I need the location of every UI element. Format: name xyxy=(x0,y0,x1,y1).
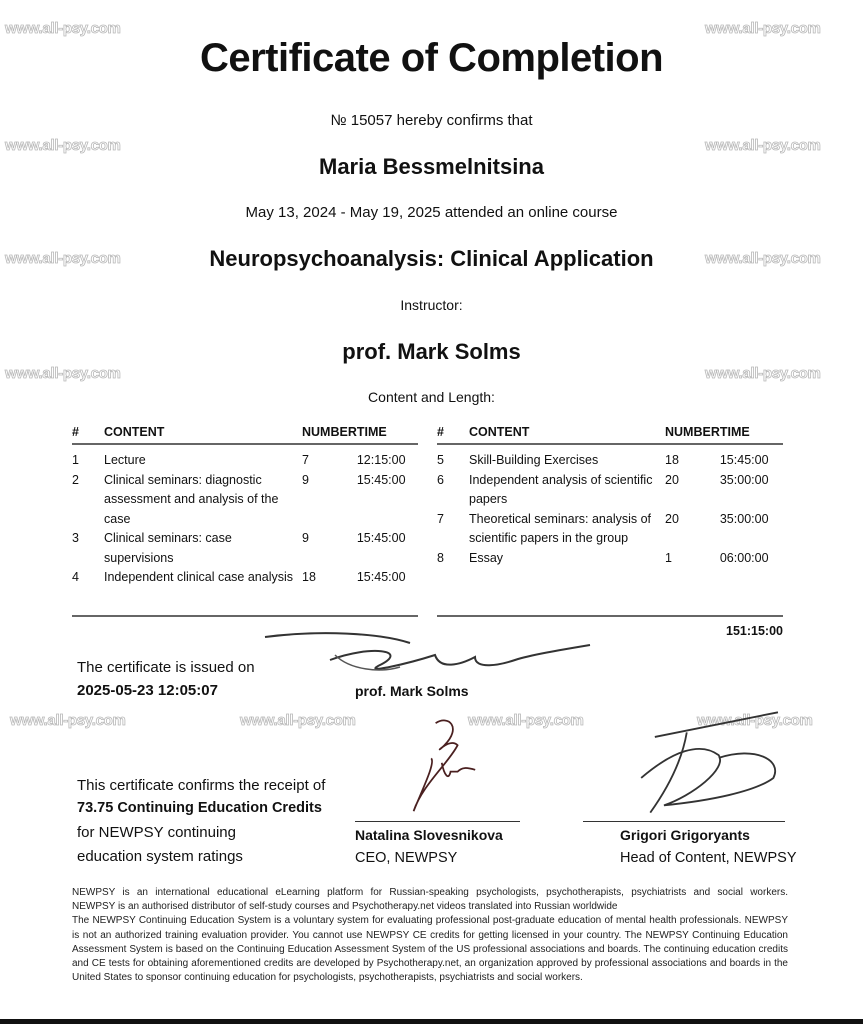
header-time: TIME xyxy=(720,424,783,444)
watermark: www.all-psy.com xyxy=(5,250,121,267)
cell-num: 8 xyxy=(437,550,444,565)
table-row xyxy=(437,444,783,471)
issued-label: The certificate is issued on xyxy=(77,659,255,676)
table-row xyxy=(72,444,418,471)
header-num: # xyxy=(437,424,469,444)
course-dates: May 13, 2024 - May 19, 2025 attended an online course xyxy=(245,204,618,221)
cell-time: 06:00:00 xyxy=(719,550,769,565)
watermark: www.all-psy.com xyxy=(5,365,121,382)
issued-date: 2025-05-23 12:05:07 xyxy=(77,682,218,699)
watermark: www.all-psy.com xyxy=(705,137,821,154)
ceo-name: Natalina Slovesnikova xyxy=(355,827,503,843)
cell-number: 9 xyxy=(302,531,309,545)
cell-content: Lecture xyxy=(104,453,146,467)
cell-number: 7 xyxy=(302,453,309,467)
watermark: www.all-psy.com xyxy=(705,250,821,267)
head-of-content-signature xyxy=(610,705,800,819)
watermark: www.all-psy.com xyxy=(5,20,121,37)
bottom-bar xyxy=(0,1019,863,1024)
instructor-name: prof. Mark Solms xyxy=(342,339,521,364)
header-number: NUMBER xyxy=(302,424,357,444)
ceo-signature xyxy=(390,710,490,820)
cell-time: 15:45:00 xyxy=(356,531,406,545)
cell-time: 35:00:00 xyxy=(719,511,769,526)
ce-line-4: education system ratings xyxy=(77,848,243,865)
watermark: www.all-psy.com xyxy=(705,365,821,382)
cell-number: 18 xyxy=(302,570,316,584)
instructor-signature-name: prof. Mark Solms xyxy=(355,683,469,699)
ceo-signature-line xyxy=(355,821,520,822)
cell-content: Essay xyxy=(469,550,504,565)
cell-time: 15:45:00 xyxy=(356,570,406,584)
table-row xyxy=(72,471,418,530)
table-bottom-rule-left xyxy=(72,615,418,617)
cell-number: 20 xyxy=(665,511,679,526)
cell-num: 4 xyxy=(72,570,79,584)
cell-number: 1 xyxy=(665,550,672,565)
cell-content: Clinical seminars: diagnostic assessment and analysis of the case xyxy=(104,472,279,526)
ce-credits: 73.75 Continuing Education Credits xyxy=(77,800,322,816)
cell-time: 35:00:00 xyxy=(719,472,769,487)
footer-paragraph-3: The NEWPSY Continuing Education System is a voluntary system for evaluating professional post-graduate education of mental health professionals. NEWPSY is not an authorized training evaluation provider. You cannot use NEWPSY CE credits for getting licensed in your country. The NEWPSY Continuing Education Assessment System is based on the Continuing Education Assessment System of the US professional associations and boards. The continuing education credits and CE tests for obtaining aforementioned credits are developed by Psychotherapy.net, an organization approved by professional associations and boards in the United States to sponsor continuing education for psychologists, psychotherapists, psychiatrists and social workers. xyxy=(72,915,788,984)
watermark: www.all-psy.com xyxy=(468,712,584,729)
ce-line-1: This certificate confirms the receipt of xyxy=(77,777,326,794)
watermark: www.all-psy.com xyxy=(240,712,356,729)
cell-content: Clinical seminars: case supervisions xyxy=(104,531,232,565)
cell-content: Theoretical seminars: analysis of scientific papers in the group xyxy=(469,511,652,545)
footer-paragraph-2: NEWPSY is an authorised distributor of self-study courses and Psychotherapy.net videos translated into Russian worldwide xyxy=(72,901,618,913)
table-row xyxy=(72,568,418,588)
table-row xyxy=(437,549,783,569)
header-num: # xyxy=(72,424,104,444)
ce-line-3: for NEWPSY continuing xyxy=(77,824,236,841)
watermark: www.all-psy.com xyxy=(5,137,121,154)
content-table-right xyxy=(437,424,783,568)
table-row xyxy=(437,471,783,510)
cell-num: 3 xyxy=(72,531,79,545)
cell-num: 1 xyxy=(72,453,79,467)
cell-num: 7 xyxy=(437,511,444,526)
header-content: CONTENT xyxy=(104,424,302,444)
cell-time: 15:45:00 xyxy=(356,472,406,487)
table-bottom-rule-right xyxy=(437,615,783,617)
watermark: www.all-psy.com xyxy=(697,712,813,729)
cell-number: 20 xyxy=(665,472,679,487)
header-number: NUMBER xyxy=(665,424,720,444)
instructor-label: Instructor: xyxy=(400,297,463,313)
head-of-content-name: Grigori Grigoryants xyxy=(620,827,750,843)
head-of-content-signature-line xyxy=(583,821,785,822)
course-title: Neuropsychoanalysis: Clinical Application xyxy=(209,246,654,271)
footer-paragraph-1: NEWPSY is an international educational eLearning platform for Russian-speaking psychologists, psychotherapists, psychiatrists and social workers. xyxy=(72,887,788,898)
cell-content: Skill-Building Exercises xyxy=(469,453,599,467)
instructor-signature xyxy=(260,625,600,683)
certificate-number-line: № 15057 hereby confirms that xyxy=(330,112,533,129)
content-table-left xyxy=(72,424,418,588)
table-row xyxy=(72,529,418,568)
header-time: TIME xyxy=(357,424,418,444)
cell-num: 5 xyxy=(437,453,444,467)
ceo-role: CEO, NEWPSY xyxy=(355,850,458,866)
cell-number: 18 xyxy=(665,453,679,467)
total-time: 151:15:00 xyxy=(726,624,783,638)
watermark: www.all-psy.com xyxy=(10,712,126,729)
cell-time: 15:45:00 xyxy=(719,453,769,467)
cell-content: Independent clinical case analysis xyxy=(104,570,294,584)
cell-content: Independent analysis of scientific papers xyxy=(469,472,653,506)
footer-disclaimer xyxy=(72,886,788,985)
table-row xyxy=(437,510,783,549)
watermark: www.all-psy.com xyxy=(705,20,821,37)
recipient-name: Maria Bessmelnitsina xyxy=(319,154,544,179)
certificate-title: Certificate of Completion xyxy=(199,36,664,80)
head-of-content-role: Head of Content, NEWPSY xyxy=(620,850,797,866)
cell-time: 12:15:00 xyxy=(356,453,406,467)
cell-num: 2 xyxy=(72,472,79,487)
header-content: CONTENT xyxy=(469,424,665,444)
cell-num: 6 xyxy=(437,472,444,487)
content-label: Content and Length: xyxy=(368,389,495,405)
cell-number: 9 xyxy=(302,472,309,487)
